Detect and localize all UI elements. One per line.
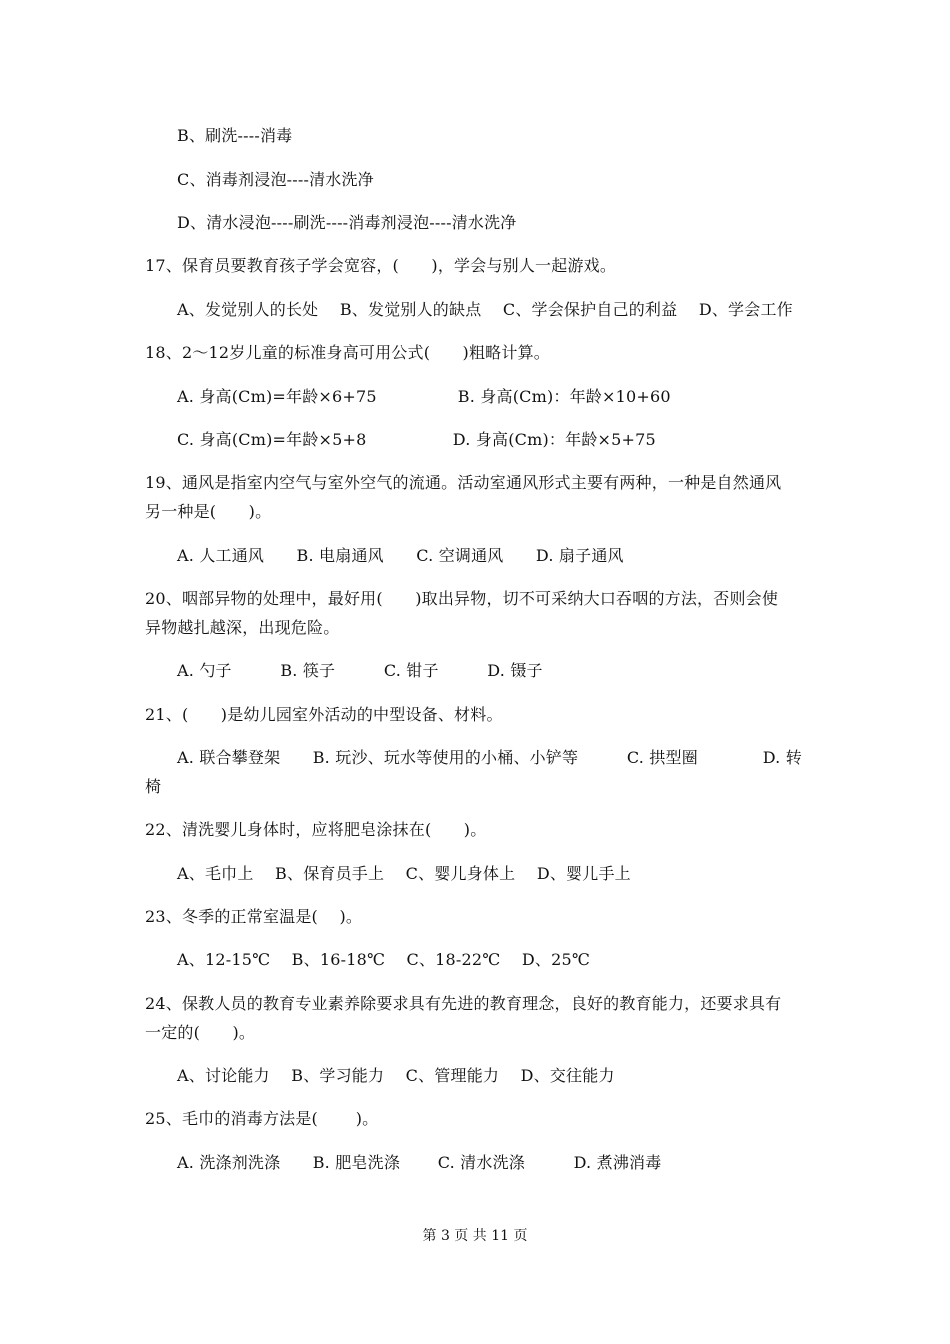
- q22-stem: 22、清洗婴儿身体时，应将肥皂涂抹在( )。: [145, 820, 487, 839]
- q23-stem: 23、冬季的正常室温是( )。: [145, 907, 363, 926]
- q24-stem-line2: 一定的( )。: [145, 1023, 256, 1042]
- page-number-footer: 第 3 页 共 11 页: [422, 1228, 528, 1244]
- q22-options: A、毛巾上 B、保育员手上 C、婴儿身体上 D、婴儿手上: [177, 864, 631, 883]
- q21-options-line2: 椅: [145, 777, 162, 796]
- q16-option-c: C、消毒剂浸泡----清水洗净: [177, 170, 374, 189]
- q19-stem-line1: 19、通风是指室内空气与室外空气的流通。活动室通风形式主要有两种，一种是自然通风: [145, 473, 782, 492]
- q19-stem-line2: 另一种是( )。: [145, 502, 272, 521]
- q19-options: A. 人工通风 B. 电扇通风 C. 空调通风 D. 扇子通风: [177, 546, 624, 565]
- q18-options-cd: C. 身高(Cm)=年龄×5+8 D. 身高(Cm)：年龄×5+75: [177, 430, 656, 449]
- q25-stem: 25、毛巾的消毒方法是( )。: [145, 1109, 379, 1128]
- q21-stem: 21、( )是幼儿园室外活动的中型设备、材料。: [145, 705, 503, 724]
- q17-options: A、发觉别人的长处 B、发觉别人的缺点 C、学会保护自己的利益 D、学会工作: [177, 300, 793, 319]
- q21-options-line1: A. 联合攀登架 B. 玩沙、玩水等使用的小桶、小铲等 C. 拱型圈 D. 转: [177, 748, 802, 767]
- q18-options-ab: A. 身高(Cm)=年龄×6+75 B. 身高(Cm)：年龄×10+60: [177, 387, 671, 406]
- q23-options: A、12-15℃ B、16-18℃ C、18-22℃ D、25℃: [177, 950, 590, 969]
- q24-stem-line1: 24、保教人员的教育专业素养除要求具有先进的教育理念，良好的教育能力，还要求具有: [145, 994, 782, 1013]
- q16-option-d: D、清水浸泡----刷洗----消毒剂浸泡----清水洗净: [177, 213, 517, 232]
- q20-stem-line1: 20、咽部异物的处理中，最好用( )取出异物，切不可采纳大口吞咽的方法，否则会使: [145, 589, 779, 608]
- q24-options: A、讨论能力 B、学习能力 C、管理能力 D、交往能力: [177, 1066, 615, 1085]
- q17-stem: 17、保育员要教育孩子学会宽容，( )，学会与别人一起游戏。: [145, 256, 617, 275]
- q25-options: A. 洗涤剂洗涤 B. 肥皂洗涤 C. 清水洗涤 D. 煮沸消毒: [177, 1153, 662, 1172]
- q20-stem-line2: 异物越扎越深，出现危险。: [145, 618, 340, 637]
- q20-options: A. 勺子 B. 筷子 C. 钳子 D. 镊子: [177, 661, 543, 680]
- q18-stem: 18、2～12岁儿童的标准身高可用公式( )粗略计算。: [145, 343, 550, 362]
- q16-option-b: B、刷洗----消毒: [177, 126, 293, 145]
